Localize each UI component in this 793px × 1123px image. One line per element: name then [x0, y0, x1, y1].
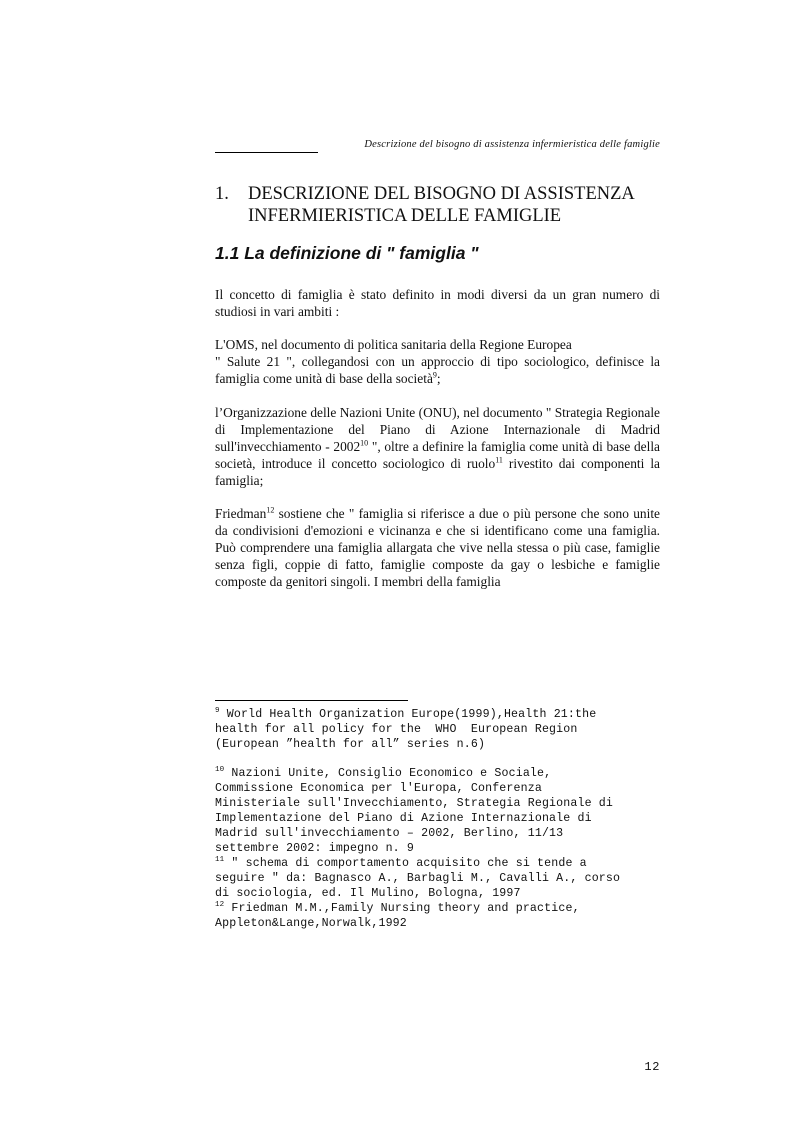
- page-number: 12: [644, 1060, 660, 1074]
- footnote-12: [215, 901, 675, 931]
- footnote-12-number: 12: [215, 901, 225, 910]
- paragraph-2-end: ;: [436, 371, 441, 386]
- header-rule: [215, 152, 318, 153]
- paragraph-2-line1: L'OMS, nel documento di politica sanitaria della Regione Europea: [215, 337, 572, 352]
- paragraph-3-a: l’Organizzazione delle Nazioni Unite (ONU), nel documento " Strategia Regionale di Implementazione del Piano di Azione Internazionale di Madrid sull'invecchiamento - 2002: [215, 405, 660, 454]
- running-header: Descrizione del bisogno di assistenza infermieristica delle famiglie: [364, 139, 660, 150]
- footnotes: [215, 707, 675, 931]
- footnote-11-text: " schema di comportamento acquisito che si tende a seguire " da: Bagnasco A., Barbagli M., Cavalli A., corso di sociologia, ed. Il Mulino, Bologna, 1997: [215, 857, 621, 900]
- paragraph-3: [215, 404, 660, 489]
- chapter-title-text: [248, 183, 668, 227]
- paragraph-3-b: ", oltre a definire la famiglia come unità di base della società, introduce il concetto sociologico di ruolo: [215, 439, 660, 471]
- paragraph-2: [215, 336, 660, 387]
- footnote-9: [215, 707, 675, 752]
- paragraph-4-a: Friedman: [215, 506, 267, 521]
- section-title: 1.1 La definizione di " famiglia ": [215, 243, 479, 263]
- footnote-9-number: 9: [215, 707, 220, 716]
- paragraph-4-b: sostiene che " famiglia si riferisce a due o più persone che sono unite da condivisioni d'emozioni e vicinanza e che si identificano come una famiglia. Può comprendere una famiglia allargata che vive nella stessa o più case, famiglie senza figli, coppie di fatto, famiglie composte da gay o lesbiche e famiglie composte da genitori singoli. I membri della famiglia: [215, 506, 660, 589]
- footnote-10-text: Nazioni Unite, Consiglio Economico e Sociale, Commissione Economica per l'Europa, Conferenza Ministeriale sull'Invecchiamento, Strategia Regionale di Implementazione del Piano di Azione Internazionale di Madrid sull'invecchiamento – 2002, Berlino, 11/13 settembre 2002: impegno n. 9: [215, 767, 614, 855]
- paragraph-3-c: rivestito dai componenti la famiglia;: [215, 456, 660, 488]
- footnote-ref-10: 10: [360, 438, 369, 448]
- footnote-ref-9: 9: [432, 370, 437, 380]
- paragraph-2-line2: " Salute 21 ", collegandosi con un approccio di tipo sociologico, definisce la famiglia come unità di base della società: [215, 354, 660, 386]
- chapter-title-line1: DESCRIZIONE DEL BISOGNO DI ASSISTENZA: [248, 184, 635, 204]
- footnote-10-number: 10: [215, 766, 225, 775]
- chapter-title-line2: INFERMIERISTICA DELLE FAMIGLIE: [248, 206, 562, 226]
- footnote-11-number: 11: [215, 856, 225, 865]
- footnote-ref-12: 12: [266, 505, 275, 515]
- footnote-ref-11: 11: [495, 455, 503, 465]
- footnote-11: [215, 856, 675, 901]
- footnote-12-text: Friedman M.M.,Family Nursing theory and practice, Appleton&Lange,Norwalk,1992: [215, 902, 580, 930]
- paragraph-4: [215, 505, 660, 590]
- footnote-10: [215, 766, 675, 856]
- footnote-9-text: World Health Organization Europe(1999),Health 21:the health for all policy for the WHO European Region (European ”health for all” series n.6): [215, 708, 597, 751]
- footnote-rule: [215, 700, 408, 701]
- chapter-number: 1.: [215, 184, 229, 204]
- paragraph-1: Il concetto di famiglia è stato definito in modi diversi da un gran numero di studiosi in vari ambiti :: [215, 287, 660, 319]
